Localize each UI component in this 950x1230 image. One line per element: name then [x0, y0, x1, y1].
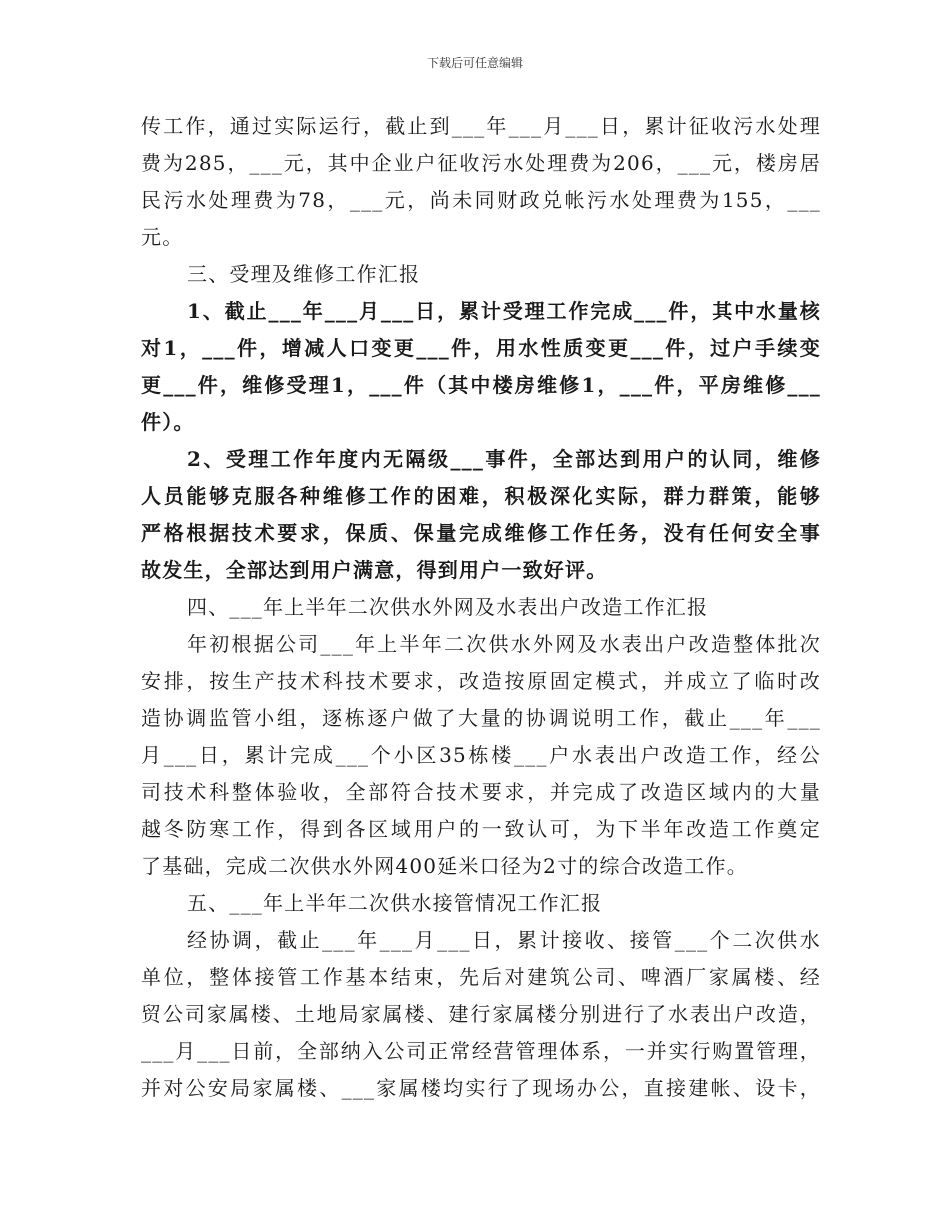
text-line: 四、___年上半年二次供水外网及水表出户改造工作汇报 [187, 595, 709, 619]
text-line: 严格根据技术要求，保质、保量完成维修工作任务，没有任何安全事 [141, 521, 821, 545]
text-line: 并对公安局家属楼、___家属楼均实行了现场办公，直接建帐、设卡， [141, 1076, 821, 1100]
text-line: 贸公司家属楼、土地局家属楼、建行家属楼分别进行了水表出户改造， [141, 1002, 821, 1026]
text-line: 传工作，通过实际运行，截止到___年___月___日，累计征收污水处理 [141, 114, 821, 138]
text-line: 人员能够克服各种维修工作的困难，积极深化实际，群力群策，能够 [141, 484, 821, 508]
text-line: 越冬防寒工作，得到各区域用户的一致认可，为下半年改造工作奠定 [141, 817, 821, 841]
text-line: 三、受理及维修工作汇报 [187, 262, 421, 286]
text-line: 年初根据公司___年上半年二次供水外网及水表出户改造整体批次 [187, 632, 821, 656]
text-line: 单位，整体接管工作基本结束，先后对建筑公司、啤酒厂家属楼、经 [141, 965, 821, 989]
text-line: 对1，___件，增减人口变更___件，用水性质变更___件，过户手续变 [141, 336, 821, 360]
text-line: 安排，按生产技术科技术要求，改造按原固定模式，并成立了临时改 [141, 669, 821, 693]
text-line: ___月___日前，全部纳入公司正常经营管理体系，一并实行购置管理， [141, 1039, 821, 1063]
text-line: 2、受理工作年度内无隔级___事件，全部达到用户的认同，维修 [187, 447, 821, 471]
text-line: 1、截止___年___月___日，累计受理工作完成___件，其中水量核 [187, 299, 821, 323]
text-line: 五、___年上半年二次供水接管情况工作汇报 [187, 891, 603, 915]
page-header: 下载后可任意编辑 [426, 56, 523, 70]
text-line: 元。 [141, 225, 184, 249]
text-line: 司技术科整体验收，全部符合技术要求，并完成了改造区域内的大量 [141, 780, 821, 804]
document-body [141, 108, 821, 1107]
text-line: 月___日，累计完成___个小区35栋楼___户水表出户改造工作，经公 [141, 743, 821, 767]
text-line: 经协调，截止___年___月___日，累计接收、接管___个二次供水 [187, 928, 821, 952]
text-line: 了基础，完成二次供水外网400延米口径为2寸的综合改造工作。 [141, 854, 748, 878]
text-line: 件）。 [141, 410, 195, 434]
text-line: 更___件，维修受理1，___件（其中楼房维修1，___件，平房维修___ [141, 373, 821, 397]
text-line: 造协调监管小组，逐栋逐户做了大量的协调说明工作，截止___年___ [141, 706, 821, 730]
text-line: 民污水处理费为78，___元，尚未同财政兑帐污水处理费为155，___ [141, 188, 821, 212]
text-line: 费为285，___元，其中企业户征收污水处理费为206，___元，楼房居 [141, 151, 821, 175]
text-line: 故发生，全部达到用户满意，得到用户一致好评。 [141, 558, 608, 582]
